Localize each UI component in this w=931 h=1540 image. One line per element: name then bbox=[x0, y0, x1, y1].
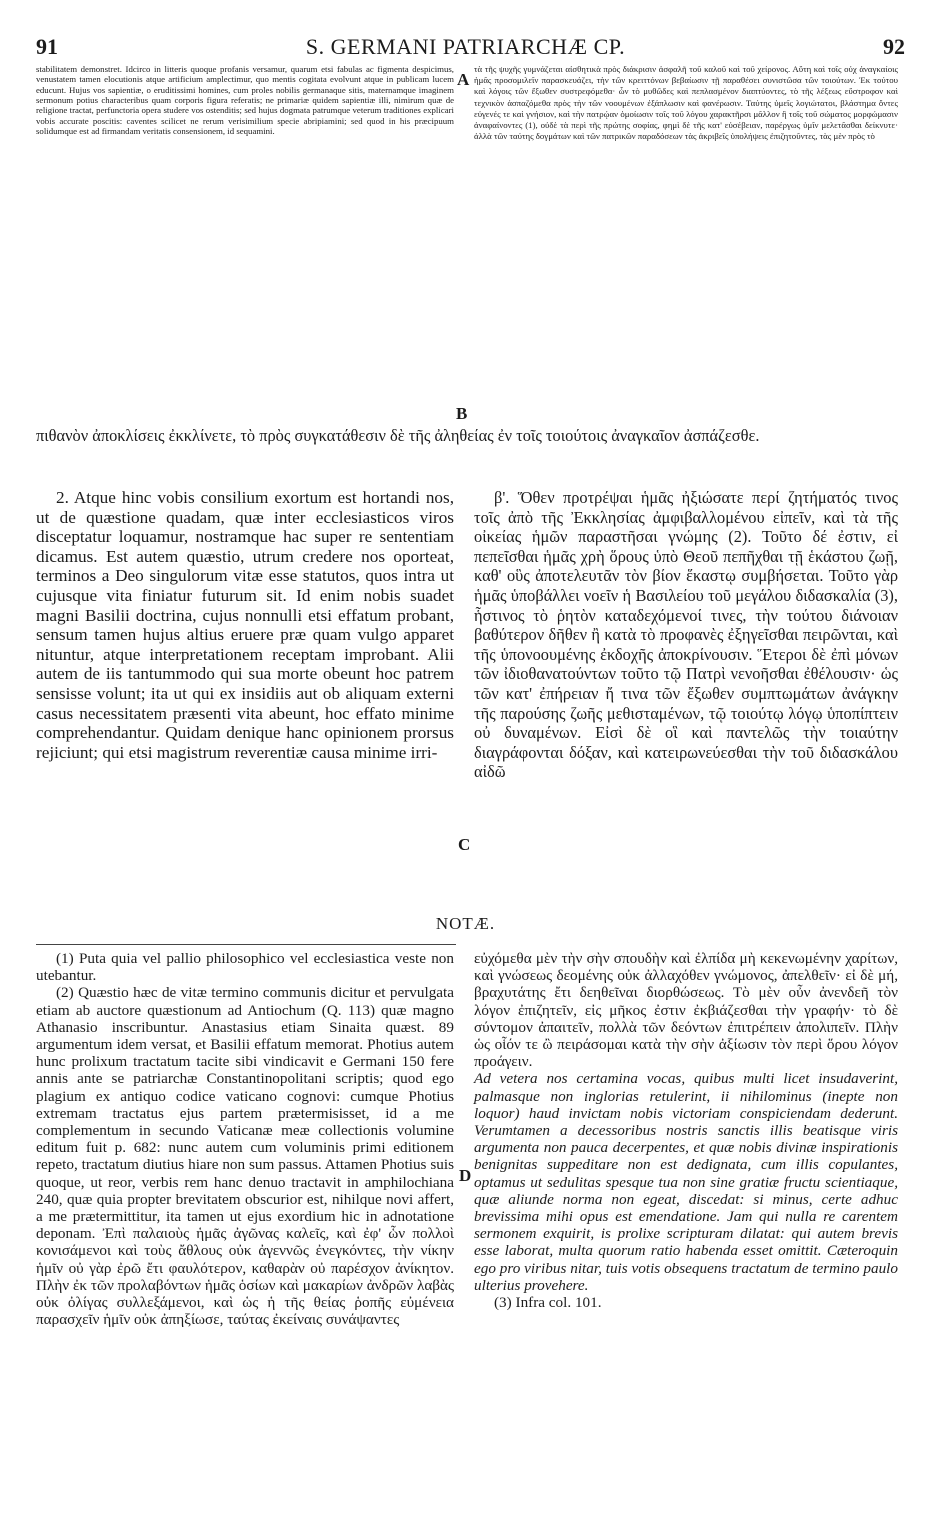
note-2-latin-translation: Ad vetera nos certamina vocas, quibus multi licet insudaverint, palmasque non inglorias retulerint, ii nihilominus (inepte non loquor) haud invictam nobis victoriam conspiciendam dederunt. Verumtamen a decessoribus nostris sanctis illis beatisque viris argumenta non pauca decerpentes, et quæ nobis divinæ inspirationis benignitas suppeditare non est dedignata, cum illis copulantes, optamus ut sedulitas spesque tua non sine gratiæ fructu scientiaque, quæ aliunde norma non egeat, discedat: si minus, certe adhuc brevissima mihi opus est emendatione. Jam qui nulla re carentem sermonem exquirit, is prolixe scripturam dilatat: qui autem brevis esse laborat, multa quorum ratio habenda esset omittit. Cæteroquin ego pro viribus nitar, tuis votis obsequens tractatum de termino paulo ulterius provehere. bbox=[474, 1070, 898, 1294]
latin-text-2: 2. Atque hinc vobis consilium exortum est hortandi nos, ut de quæstione quadam, quæ inter ecclesiasticos viros disceptatur loquamur, nostramque hac super re sententiam dicamus. Est autem quæstio, utrum credere nos oporteat, terminos a Deo singulorum vitæ esse statutos, quos intra ut cujusque vita finiatur futurum sit. Id enim nobis suadet magni Basilii doctrina, cujus nonnulli etsi effatum probant, sensum tamen hujus altius eruere præ quam vulgo apparet nituntur, atque interpretationem receptam improbant. Alii autem de iis tantummodo qui sua morte obeunt hoc patrem sensisse volunt; ita ut qui ex insidiis aut ob aliquam externi casus necessitatem præsenti vita abeunt, hoc effato minime comprehendantur. Quidam denique hanc opinionem prorsus rejiciunt; qui etsi magistrum reverentiæ causa minime irri- bbox=[36, 488, 454, 762]
note-3: (3) Infra col. 101. bbox=[494, 1294, 602, 1312]
note-2: (2) Quæstio hæc de vitæ termino communis dicitur et pervulgata etiam ab auctore quæstionum ad Antiochum (Q. 113) quæ magno Athanasio inscribuntur. Anastasius etiam Sinaita quæst. 89 argumentum idem versat, et Basilii effatum memorat. Photius autem hunc prolixum tractatum tacite sibi vindicavit e Germani 150 fere annis ante se patriarchæ Constantinopolitani scriptis; quod ego plagium ex antiquo codice vaticano cognovi: cumque Photius extremam tractatus ejus partem prætermisisset, id a me complementum in secundo Vaticanæ meæ collectionis volumine editum fuit p. 682: nunc autem cum voluminis primi editionem repeto, tractatum diutius hiare non sum passus. Attamen Photius suis quoque, ut reor, verbis rem hanc denuo tractavit in amphilochiana 240, quæ quia propter brevitatem obscurior est, nihilque novi affert, a me prætermittitur, ita tamen ut ejus exordium hic in adnotatione deponam. Ἐπὶ παλαιοὺς ἡμᾶς ἀγῶνας καλεῖς, καὶ ἐφ' ὧν πολλοὶ κονισάμενοι καὶ τοὺς ἄθλους οὐκ ἀγεννῶς ἐνεγκόντες, τὴν νίκην ἡμῖν οὐ γὰρ ἐρῶ ἔτι φαυλότερον, καθαρὰν οὐ παρέσχον ἀνίκητον. Πλὴν ἐκ τῶν προλαβόντων ἡμᾶς ὁσίων καὶ μακαρίων ἀνδρῶν λαβὰς οὐκ ὀλίγας συλλεξάμενοι, καὶ ὡς ἡ τῆς θείας ῥοπῆς εὐμένεια παρασχεῖν ἡμῖν οὐκ ἀπηξίωσε, ταύτας ἐκείναις συνάψαντες bbox=[36, 984, 454, 1329]
notes-left-column bbox=[36, 950, 454, 1328]
greek-bridge-text: πιθανὸν ἀποκλίσεις ἐκκλίνετε, τὸ πρὸς συγκατάθεσιν δὲ τῆς ἀληθείας ἐν τοῖς τοιούτοις ἀναγκαῖον ἀσπάζεσθε. bbox=[36, 426, 760, 445]
section-marker-c: C bbox=[458, 835, 471, 854]
notes-right-column bbox=[474, 950, 898, 1311]
note-1: (1) Puta quia vel pallio philosophico vel ecclesiastica veste non utebantur. bbox=[36, 950, 454, 985]
greek-text-1: τὰ τῆς ψυχῆς γυμνάζεται αἰσθητικὰ πρὸς διάκρισιν ἀσφαλῆ τοῦ καλοῦ καὶ τοῦ χείρονος. Αὕτη καὶ τοῖς οὐχ ἀναγκαίοις ἡμᾶς προσομιλεῖν παρασκευάζει, τὴν τῶν κρειττόνων βεβαίωσιν τῇ παραθέσει συνιστῶσα τῶν τοιούτων. Ἐκ τούτου καὶ λόγοις τῶν ἔξωθεν συστρεφόμεθα· ὧν τὸ μυθῶδες καὶ πεπλασμένον διαπτύοντες, τὸ τῆς λέξεως εὔστροφον καὶ τεχνικὸν ἀσπαζόμεθα πρὸς τὴν τῶν νοουμένων ἐξάπλωσιν καὶ φανέρωσιν. Ταύτης ὑμεῖς λογιώτατοι, βλάστημα ὄντες εὐγενές τε καὶ γνήσιον, καὶ τὴν πατρῴαν ὁμοίωσιν τοῖς τοῦ λόγου χαρακτῆρσι μᾶλλον ἢ τοῖς τοῦ σώματος μορφώμασιν ἀναφαίνοντες (1), οὐδὲ τὰ περὶ τῆς πρώτης σοφίας, φημὶ δὲ τῆς κατ' εὐσέβειαν, παρέργως ὑμῖν μελετᾶσθαι δείκνυτε· ἀλλὰ τῶν ταύτης δογμάτων καὶ τῶν πατρικῶν παραδόσεων τὰς ἀκριβεῖς ὑπολήψεις ἐπιζητοῦντες, τὰς μὲν πρὸς τὸ bbox=[474, 64, 898, 142]
running-title: S. GERMANI PATRIARCHÆ CP. bbox=[305, 34, 626, 59]
running-header bbox=[0, 34, 931, 60]
notes-rule bbox=[36, 944, 456, 945]
note-2-greek-continuation: εὐχόμεθα μὲν τὴν σὴν σπουδὴν καὶ ἐλπίδα μὴ κεκενωμένην χαρίτων, καὶ γνώσεως δεομένης οὐκ ἀλλαχόθεν γνώμονος, ἀπελθεῖν· εἰ δὲ μή, βραχυτάτης ἔτι δεηθεῖναι διορθώσεως. Τὸ μὲν οὖν ἀνενδεῆ τὸν λόγον ἐπιζητεῖν, εἰς μῆκος ἐστιν ἐκβιάζεσθαι τὴν γραφήν· τὸ δὲ σύντομον ἀπαιτεῖν, πολλὰ τῶν δεόντων ἐπιτρέπειν ἀπολιπεῖν. Πλὴν ὡς οἷόν τε ὢ πειράσομαι κατὰ τὴν σὴν ἀξίωσιν τὸν περὶ ὅρου λόγον προάγειν. bbox=[474, 950, 898, 1071]
latin-column-paragraph-1 bbox=[36, 64, 454, 436]
greek-column-paragraph-1 bbox=[474, 64, 898, 436]
greek-text-2: β'. Ὅθεν προτρέψαι ἡμᾶς ἠξιώσατε περί ζητήματός τινος τοῖς ἀπὸ τῆς Ἐκκλησίας ἀμφιβαλλομένου εἰπεῖν, καὶ τὰ τῆς οἰκείας ἡμῶν παραστῆσαι γνώμης (2). Τοῦτο δέ ἐστιν, εἰ πεπεῖσθαι ἡμᾶς χρὴ ὅρους ὑπὸ Θεοῦ πεπῆχθαι τῇ ἑκάστου ζωῇ, καθ' οὓς ἀποτελευτᾶν τὸν βίον ἕκαστῳ συμβήσεται. Τοῦτο γὰρ ἡμᾶς ὑποβάλλει νοεῖν ἡ Βασιλείου τοῦ μεγάλου διδασκαλία (3), ἧστινος τὸ ῥητὸν καταδεχόμενοί τινες, τὴν τούτου διάνοιαν βαθύτερον δῆθεν ἢ κατὰ τὸ προφανὲς ἐξηγεῖσθαι πειρῶνται, καὶ τῆς ὑπονοουμένης ἐκδοχῆς ἀποκρίνουσιν. Ἕτεροι δὲ ἐπὶ μόνων τῶν ἰδιοθανατούντων τοῦτο τῷ Πατρὶ νενοῆσθαι ἐθέλουσιν· ὡς τῶν κατ' ἐπήρειαν ἤ τινα τῶν ἔξωθεν συμπτωμάτων ἀνάγκην τῆς παρούσης ζωῆς μεθισταμένων, τῷ τοιούτῳ λόγῳ ὑποπίπτειν οὐ δυναμένων. Εἰσὶ δὲ οἳ καὶ παντελῶς τὴν τοιαύτην διαγράφονται δόξαν, καὶ κατειρωνεύεσθαι τὴν τοῦ διδασκάλου αἰδῶ bbox=[474, 488, 898, 782]
greek-bridge-line bbox=[36, 426, 898, 446]
greek-column-paragraph-2 bbox=[474, 488, 898, 880]
section-marker-d: D bbox=[459, 1166, 472, 1185]
notes-heading: NOTÆ. bbox=[435, 914, 496, 933]
latin-text-1: stabilitatem demonstret. Idcirco in litteris quoque profanis versamur, quarum etsi fabulas ac figmenta despicimus, venustatem tamen elocutionis atque artificium amplectimur, quo mentis cogitata evolvunt atque in publicam lucem educunt. Hujus vos sapientiæ, o eruditissimi homines, cum proles nobilis germanaque sitis, maternamque imaginem sermonum potius characteribus quam corporis figura referatis; ne primariæ quidem sapientiæ illi, nimirum quæ de religione tractat, perfunctoria opera studere vos ostenditis; sed hujus dogmata patrumque veterum traditiones explicari vobis accurate poscitis: caventes scilicet ne rerum verisimilium specie abripiamini; sed quod in his præcipuum solidumque est ad firmandam veritatis consensionem, id sequamini. bbox=[36, 64, 454, 137]
page-number-left: 91 bbox=[36, 34, 58, 59]
page-number-right: 92 bbox=[883, 34, 905, 59]
section-marker-a: A bbox=[457, 70, 470, 89]
section-marker-b: B bbox=[456, 404, 468, 423]
latin-column-paragraph-2 bbox=[36, 488, 454, 880]
